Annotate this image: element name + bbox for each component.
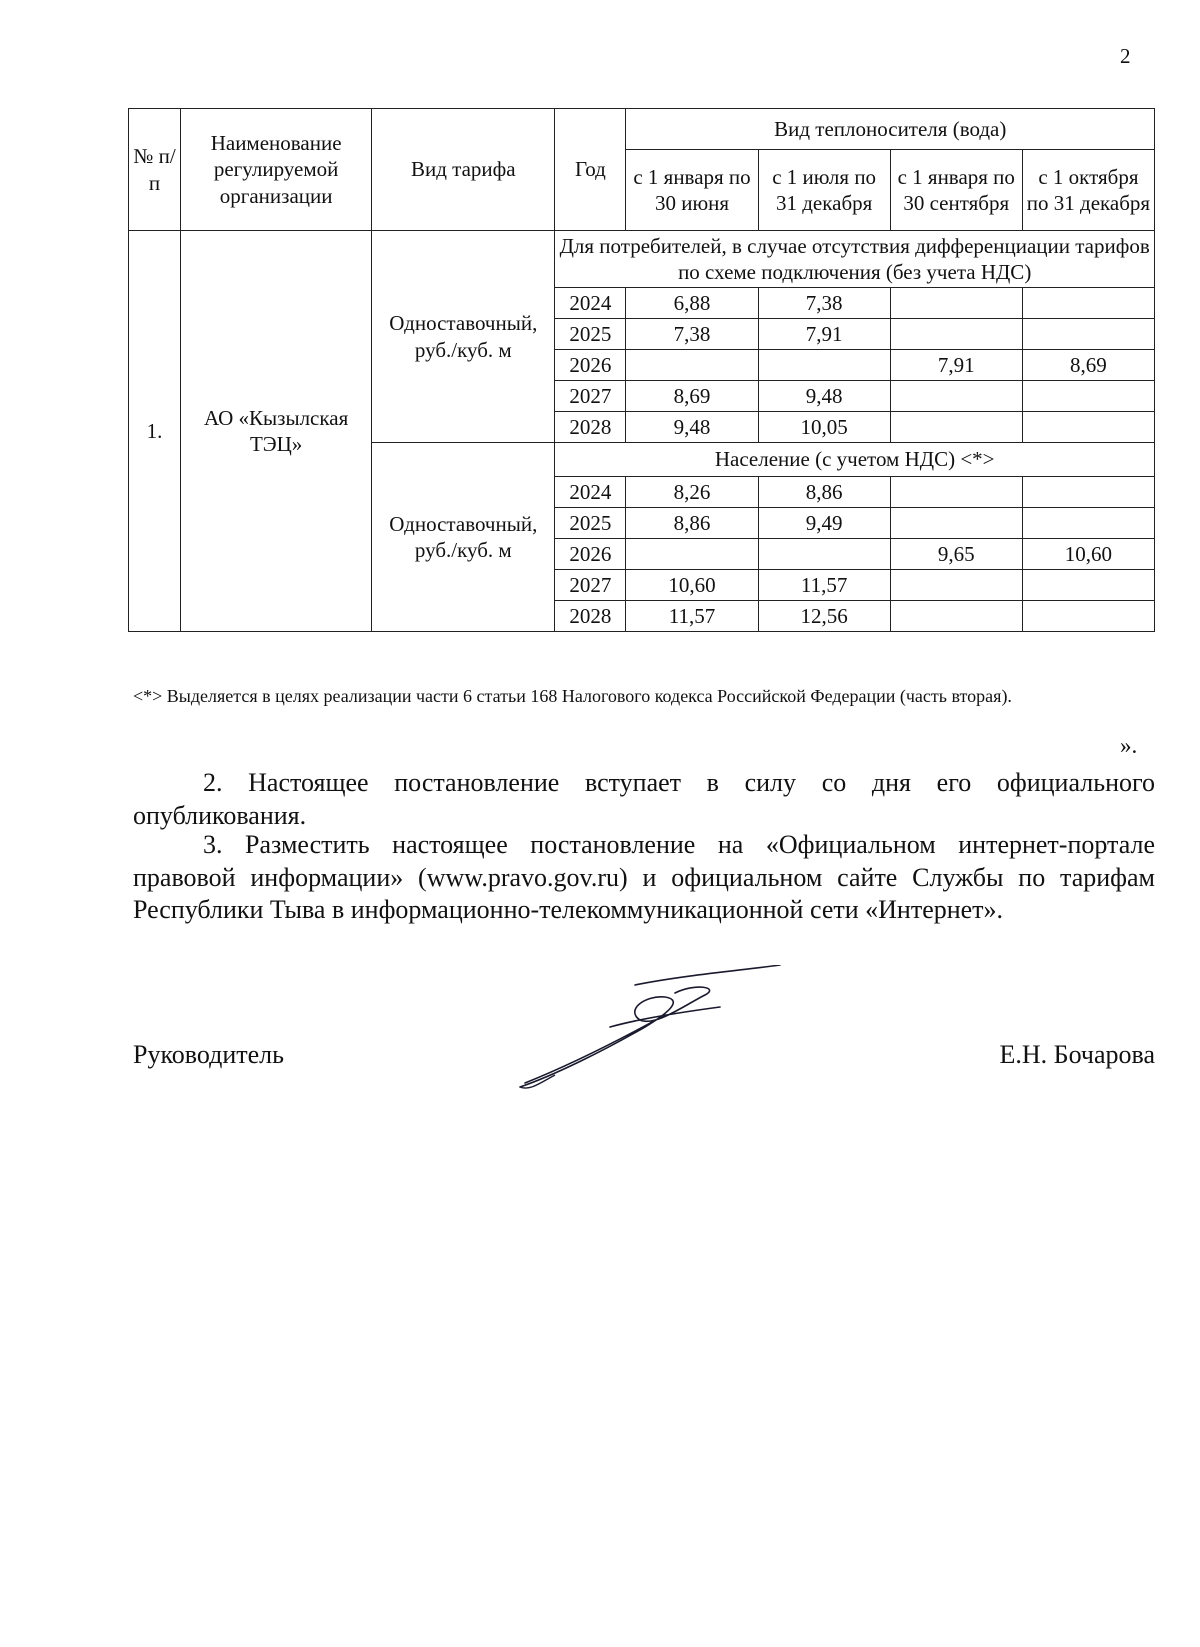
signatory-title: Руководитель (133, 1040, 284, 1069)
year-cell: 2027 (555, 570, 626, 601)
tariff-table (128, 108, 1155, 632)
header-period: с 1 июля по 31 декабря (758, 150, 890, 231)
value-cell: 10,60 (626, 570, 758, 601)
value-cell: 10,05 (758, 412, 890, 443)
value-cell (1022, 412, 1154, 443)
value-cell: 8,69 (1022, 350, 1154, 381)
year-cell: 2028 (555, 412, 626, 443)
value-cell: 8,86 (758, 477, 890, 508)
value-cell: 9,65 (890, 539, 1022, 570)
value-cell: 8,86 (626, 508, 758, 539)
tariff-type: Одноставочный, руб./куб. м (372, 231, 555, 443)
value-cell (890, 319, 1022, 350)
value-cell: 7,91 (890, 350, 1022, 381)
value-cell (890, 508, 1022, 539)
value-cell (626, 539, 758, 570)
header-period: с 1 января по 30 июня (626, 150, 758, 231)
year-cell: 2027 (555, 381, 626, 412)
value-cell: 7,38 (758, 288, 890, 319)
year-cell: 2024 (555, 288, 626, 319)
value-cell (890, 381, 1022, 412)
value-cell: 8,26 (626, 477, 758, 508)
value-cell (758, 350, 890, 381)
value-cell (1022, 288, 1154, 319)
tariff-type: Одноставочный, руб./куб. м (372, 443, 555, 632)
header-carrier: Вид теплоносителя (вода) (626, 109, 1155, 150)
value-cell (1022, 570, 1154, 601)
section-title: Население (с учетом НДС) <*> (555, 443, 1155, 477)
value-cell: 9,48 (758, 381, 890, 412)
value-cell (1022, 601, 1154, 632)
section-title: Для потребителей, в случае отсутствия дифференциации тарифов по схеме подключения (без учета НДС) (555, 231, 1155, 288)
value-cell (890, 570, 1022, 601)
year-cell: 2028 (555, 601, 626, 632)
value-cell: 7,38 (626, 319, 758, 350)
value-cell (890, 288, 1022, 319)
value-cell: 9,48 (626, 412, 758, 443)
header-period: с 1 января по 30 сентября (890, 150, 1022, 231)
value-cell (1022, 508, 1154, 539)
year-cell: 2026 (555, 350, 626, 381)
header-org: Наименование регулируемой организации (181, 109, 372, 231)
page-number: 2 (1120, 44, 1131, 68)
value-cell (1022, 319, 1154, 350)
value-cell (1022, 477, 1154, 508)
year-cell: 2026 (555, 539, 626, 570)
value-cell: 11,57 (626, 601, 758, 632)
value-cell (890, 477, 1022, 508)
row-number: 1. (129, 231, 181, 632)
org-name: АО «Кызылская ТЭЦ» (181, 231, 372, 632)
signatory-name: Е.Н. Бочарова (999, 1040, 1155, 1069)
header-period: с 1 октября по 31 декабря (1022, 150, 1154, 231)
handwritten-signature (515, 965, 785, 1095)
value-cell (890, 412, 1022, 443)
header-year: Год (555, 109, 626, 231)
paragraph-3: 3. Разместить настоящее постановление на «Официальном интернет-портале правовой информации» (www.pravo.gov.ru) и официальном сайте Службы по тарифам Республики Тыва в информационно-телекоммуникационной сети «Интернет». (133, 830, 1155, 924)
value-cell: 7,91 (758, 319, 890, 350)
closing-quote: ». (1120, 733, 1138, 758)
paragraph-2: 2. Настоящее постановление вступает в силу со дня его официального опубликования. (133, 768, 1155, 830)
value-cell (626, 350, 758, 381)
year-cell: 2025 (555, 508, 626, 539)
value-cell: 6,88 (626, 288, 758, 319)
year-cell: 2025 (555, 319, 626, 350)
value-cell: 8,69 (626, 381, 758, 412)
footnote: <*> Выделяется в целях реализации части 6 статьи 168 Налогового кодекса Российской Федерации (часть вторая). (133, 686, 1012, 706)
value-cell: 10,60 (1022, 539, 1154, 570)
value-cell: 11,57 (758, 570, 890, 601)
value-cell (758, 539, 890, 570)
value-cell: 9,49 (758, 508, 890, 539)
value-cell (1022, 381, 1154, 412)
header-num: № п/п (129, 109, 181, 231)
year-cell: 2024 (555, 477, 626, 508)
value-cell: 12,56 (758, 601, 890, 632)
header-tariff-type: Вид тарифа (372, 109, 555, 231)
value-cell (890, 601, 1022, 632)
